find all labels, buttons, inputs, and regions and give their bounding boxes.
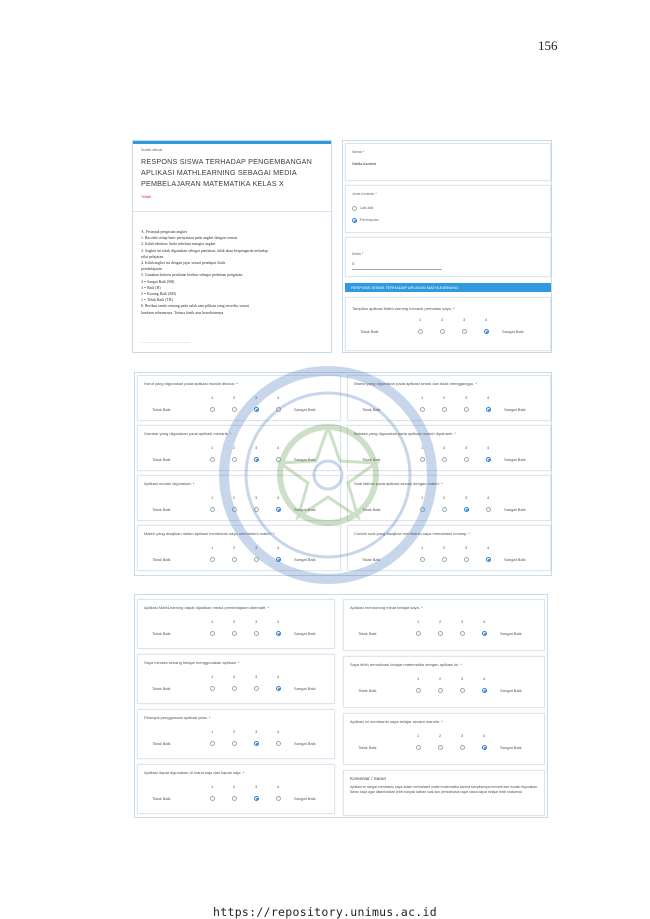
scale-left-label: Tidak Baik xyxy=(152,407,171,412)
rating-radio-1[interactable] xyxy=(210,507,215,512)
question-text: Aplikasi dapat digunakan di mana saja dan kapan saja. * xyxy=(144,770,245,775)
rating-radio-2[interactable] xyxy=(232,741,237,746)
question-card xyxy=(347,475,551,521)
rating-radio-3[interactable] xyxy=(460,688,465,693)
scale-number: 3 xyxy=(465,545,468,550)
footer-url: https://repository.unimus.ac.id xyxy=(213,905,437,919)
kelas-underline xyxy=(352,269,442,270)
scale-number: 2 xyxy=(439,619,442,624)
instructions xyxy=(141,229,321,316)
rating-radio-3[interactable] xyxy=(254,557,259,562)
scale-left-label: Tidak Baik xyxy=(360,329,379,334)
scale-number: 1 xyxy=(211,674,214,679)
instruction-line: 4 = Sangat Baik (SB) xyxy=(141,279,175,284)
scale-number: 1 xyxy=(211,545,214,550)
rating-radio-3[interactable] xyxy=(462,329,467,334)
rating-radio-2[interactable] xyxy=(442,507,447,512)
rating-radio-1[interactable] xyxy=(418,329,423,334)
rating-radio-4[interactable] xyxy=(484,329,489,334)
questions-screenshot-1 xyxy=(134,372,552,576)
form-small-label: Sudah dibuat xyxy=(141,148,163,152)
instruction-line: 1. Bacalah setiap butir pernyataan pada angket dengan cermat xyxy=(141,236,238,241)
scale-number: 4 xyxy=(483,619,486,624)
scale-number: 2 xyxy=(443,545,446,550)
scale-right-label: Sangat Baik xyxy=(500,745,522,750)
nama-card xyxy=(345,143,551,181)
scale-number: 1 xyxy=(211,784,214,789)
scale-number: 3 xyxy=(255,729,258,734)
question-card xyxy=(347,525,551,571)
scale-left-label: Tidak Baik xyxy=(362,407,381,412)
rating-radio-4[interactable] xyxy=(276,631,281,636)
scale-number: 3 xyxy=(461,619,464,624)
rating-radio-4[interactable] xyxy=(276,741,281,746)
rating-radio-3[interactable] xyxy=(460,745,465,750)
rating-radio-4[interactable] xyxy=(276,557,281,562)
question-card xyxy=(137,709,335,759)
scale-number: 4 xyxy=(277,545,280,550)
scale-number: 4 xyxy=(277,674,280,679)
scale-number: 4 xyxy=(487,395,490,400)
scale-number: 2 xyxy=(441,317,444,322)
scale-number: 3 xyxy=(463,317,466,322)
instruction-line: 2. Isilah identitas Anda sebelum mengisi angket xyxy=(141,242,216,247)
question-card xyxy=(347,375,551,421)
scale-number: 1 xyxy=(211,395,214,400)
scale-left-label: Tidak Baik xyxy=(358,688,377,693)
questions-screenshot-2 xyxy=(134,594,548,818)
question-card xyxy=(343,656,545,708)
scale-right-label: Sangat Baik xyxy=(502,329,524,334)
rating-radio-4[interactable] xyxy=(482,688,487,693)
scale-number: 1 xyxy=(417,619,420,624)
scale-number: 2 xyxy=(233,619,236,624)
scale-right-label: Sangat Baik xyxy=(504,457,526,462)
rating-radio-1[interactable] xyxy=(420,457,425,462)
rating-radio-1[interactable] xyxy=(416,688,421,693)
question-text: Soal latihan pada aplikasi sesuai dengan materi. * xyxy=(354,481,443,486)
scale-left-label: Tidak Baik xyxy=(152,631,171,636)
scale-number: 1 xyxy=(421,395,424,400)
scale-left-label: Tidak Baik xyxy=(362,557,381,562)
jenis-kelamin-card xyxy=(345,185,551,233)
scale-number: 3 xyxy=(255,674,258,679)
scale-right-label: Sangat Baik xyxy=(504,507,526,512)
scale-number: 4 xyxy=(483,733,486,738)
scale-right-label: Sangat Baik xyxy=(294,686,316,691)
rating-radio-2[interactable] xyxy=(438,631,443,636)
scale-right-label: Sangat Baik xyxy=(500,688,522,693)
instruction-line: 6. Berikan tanda centang pada salah satu pilihan yang tersedia, sesuai xyxy=(141,304,250,309)
rating-radio-4[interactable] xyxy=(486,407,491,412)
rating-radio-4[interactable] xyxy=(276,457,281,462)
scale-number: 2 xyxy=(233,729,236,734)
scale-right-label: Sangat Baik xyxy=(294,557,316,562)
rating-radio-1[interactable] xyxy=(416,745,421,750)
question-text: Bahasa yang digunakan pada aplikasi mudah dipahami. * xyxy=(354,431,456,436)
scale-number: 3 xyxy=(255,784,258,789)
rating-radio-2[interactable] xyxy=(438,745,443,750)
scale-left-label: Tidak Baik xyxy=(152,741,171,746)
header-divider xyxy=(133,211,333,212)
rating-radio-4[interactable] xyxy=(276,796,281,801)
scale-number: 1 xyxy=(421,445,424,450)
scale-number: 2 xyxy=(443,445,446,450)
scale-number: 4 xyxy=(487,495,490,500)
question-card xyxy=(343,599,545,651)
scale-right-label: Sangat Baik xyxy=(504,557,526,562)
rating-radio-3[interactable] xyxy=(464,507,469,512)
form-header-bar xyxy=(133,141,331,144)
scale-number: 1 xyxy=(417,676,420,681)
question-text: Saya lebih termotivasi belajar matematika dengan aplikasi ini. * xyxy=(350,662,462,667)
question-card xyxy=(347,425,551,471)
rating-radio-4[interactable] xyxy=(486,457,491,462)
scale-right-label: Sangat Baik xyxy=(294,741,316,746)
question-card xyxy=(137,375,341,421)
kelas-card xyxy=(345,237,551,277)
rating-radio-1[interactable] xyxy=(210,631,215,636)
scale-number: 3 xyxy=(255,619,258,624)
question-text: Materi yang disajikan dalam aplikasi membantu saya memahami materi. * xyxy=(144,531,275,536)
scale-number: 4 xyxy=(277,784,280,789)
scale-number: 4 xyxy=(277,395,280,400)
scale-number: 2 xyxy=(233,784,236,789)
rating-radio-2[interactable] xyxy=(438,688,443,693)
rating-radio-4[interactable] xyxy=(482,745,487,750)
rating-radio-1[interactable] xyxy=(210,557,215,562)
scale-number: 1 xyxy=(211,619,214,624)
jk-label: Jenis Kelamin * xyxy=(352,192,377,196)
rating-radio-1[interactable] xyxy=(420,507,425,512)
question-text: Aplikasi MathLearning dapat dijadikan media pembelajaran alternatif. * xyxy=(144,605,269,610)
scale-left-label: Tidak Baik xyxy=(358,631,377,636)
rating-radio-1[interactable] xyxy=(210,457,215,462)
comment-text[interactable]: Aplikasi ini sangat membantu saya dalam memahami materi matematika karena tampilannya menarik dan mudah digunakan. Saran saya agar ditambahkan lebih banyak latihan soal dan pembahasan agar siswa dapat belajar lebih maksimal. xyxy=(350,785,538,794)
question-card xyxy=(137,599,335,649)
rating-radio-4[interactable] xyxy=(276,407,281,412)
scale-number: 3 xyxy=(465,445,468,450)
scale-left-label: Tidak Baik xyxy=(358,745,377,750)
scale-number: 4 xyxy=(483,676,486,681)
scale-number: 2 xyxy=(233,674,236,679)
rating-radio-4[interactable] xyxy=(276,507,281,512)
jk-option-1: Perempuan xyxy=(360,218,379,222)
jk-radio-0[interactable] xyxy=(352,206,357,211)
rating-radio-4[interactable] xyxy=(486,507,491,512)
scale-number: 3 xyxy=(255,395,258,400)
rating-radio-3[interactable] xyxy=(254,686,259,691)
scale-number: 4 xyxy=(277,495,280,500)
scale-number: 4 xyxy=(277,445,280,450)
scale-right-label: Sangat Baik xyxy=(294,457,316,462)
instruction-line: pembelajaran xyxy=(141,267,162,272)
rating-radio-1[interactable] xyxy=(420,407,425,412)
rating-radio-2[interactable] xyxy=(232,457,237,462)
rating-radio-1[interactable] xyxy=(420,557,425,562)
scale-number: 3 xyxy=(461,676,464,681)
scale-number: 4 xyxy=(277,729,280,734)
instruction-line: A. Petunjuk pengisian angket xyxy=(141,230,187,234)
scale-number: 1 xyxy=(211,729,214,734)
scale-left-label: Tidak Baik xyxy=(152,507,171,512)
scale-number: 2 xyxy=(443,495,446,500)
rating-radio-3[interactable] xyxy=(254,631,259,636)
question-card xyxy=(137,475,341,521)
scale-number: 2 xyxy=(439,733,442,738)
scale-right-label: Sangat Baik xyxy=(294,796,316,801)
scale-number: 2 xyxy=(233,395,236,400)
scale-number: 1 xyxy=(421,545,424,550)
scale-number: 4 xyxy=(277,619,280,624)
scale-left-label: Tidak Baik xyxy=(152,686,171,691)
jk-option-0: Laki-laki xyxy=(360,206,374,210)
rating-radio-2[interactable] xyxy=(232,507,237,512)
scale-left-label: Tidak Baik xyxy=(362,457,381,462)
identity-screenshot xyxy=(342,140,552,353)
rating-radio-3[interactable] xyxy=(254,741,259,746)
scale-number: 2 xyxy=(439,676,442,681)
scale-number: 2 xyxy=(443,395,446,400)
scale-number: 2 xyxy=(233,545,236,550)
scale-left-label: Tidak Baik xyxy=(152,796,171,801)
scale-left-label: Tidak Baik xyxy=(362,507,381,512)
scale-number: 1 xyxy=(421,495,424,500)
rating-radio-2[interactable] xyxy=(232,407,237,412)
scale-number: 3 xyxy=(255,545,258,550)
scale-number: 4 xyxy=(487,545,490,550)
instruction-line: 4. Isilah angket ini dengan jujur sesuai pendapat Anda xyxy=(141,261,226,266)
rating-radio-1[interactable] xyxy=(210,686,215,691)
form-title: RESPONS SISWA TERHADAP PENGEMBANGAN APLIKASI MATHLEARNING SEBAGAI MEDIA PEMBELAJARAN MATEMATIKA KELAS X xyxy=(141,157,313,188)
scale-number: 1 xyxy=(417,733,420,738)
rating-radio-3[interactable] xyxy=(464,407,469,412)
rating-radio-3[interactable] xyxy=(464,457,469,462)
scale-number: 1 xyxy=(211,445,214,450)
question-card xyxy=(137,525,341,571)
kelas-label: Kelas * xyxy=(352,252,364,256)
question-card xyxy=(343,713,545,765)
scale-number: 3 xyxy=(465,395,468,400)
scale-left-label: Tidak Baik xyxy=(152,457,171,462)
rating-radio-4[interactable] xyxy=(276,686,281,691)
section-title: RESPONS SISWA TERHADAP APLIKASI MATHLEARNING xyxy=(345,283,551,292)
question-text: Aplikasi mudah digunakan. * xyxy=(144,481,195,486)
scale-right-label: Sangat Baik xyxy=(294,507,316,512)
jk-radio-1[interactable] xyxy=(352,218,357,223)
question-text: Huruf yang digunakan pada aplikasi mudah dibaca. * xyxy=(144,381,238,386)
scale-number: 3 xyxy=(465,495,468,500)
scale-right-label: Sangat Baik xyxy=(504,407,526,412)
question-text: Gambar yang digunakan pada aplikasi menarik. * xyxy=(144,431,232,436)
rating-radio-4[interactable] xyxy=(482,631,487,636)
instruction-line: 2 = Kurang Baik (KB) xyxy=(141,292,177,297)
question-text: Aplikasi mendorong minat belajar saya. * xyxy=(350,605,423,610)
nama-field[interactable]: Nabila Azzahra xyxy=(352,162,377,166)
kelas-field[interactable]: X xyxy=(352,262,355,266)
scale-number: 1 xyxy=(211,495,214,500)
instruction-line: nilai pelajaran. xyxy=(141,254,165,259)
first-question-card xyxy=(345,297,551,351)
rating-radio-3[interactable] xyxy=(254,796,259,801)
question-card xyxy=(137,764,335,814)
instruction-line: keadaan sebenarnya. Terima kasih atas kesediaannya. xyxy=(141,310,225,315)
scale-number: 3 xyxy=(255,445,258,450)
question-text: Aplikasi ini membantu saya belajar secara mandiri. * xyxy=(350,719,443,724)
question-card xyxy=(137,425,341,471)
rating-radio-3[interactable] xyxy=(464,557,469,562)
scale-left-label: Tidak Baik xyxy=(152,557,171,562)
scale-right-label: Sangat Baik xyxy=(294,631,316,636)
question-text: Petunjuk penggunaan aplikasi jelas. * xyxy=(144,715,211,720)
comment-card xyxy=(343,770,545,816)
question-text: Saya merasa senang belajar menggunakan aplikasi. * xyxy=(144,660,240,665)
instruction-line: 3. Angket ini tidak digunakan sebagai penilaian, tidak akan berpengaruh terhadap xyxy=(141,248,268,253)
rating-radio-2[interactable] xyxy=(442,407,447,412)
rating-radio-3[interactable] xyxy=(460,631,465,636)
rating-radio-4[interactable] xyxy=(486,557,491,562)
scale-right-label: Sangat Baik xyxy=(294,407,316,412)
instruction-line: 1 = Tidak Baik (TB) xyxy=(141,298,173,303)
rating-radio-3[interactable] xyxy=(254,407,259,412)
rating-radio-2[interactable] xyxy=(232,631,237,636)
rating-radio-2[interactable] xyxy=(232,796,237,801)
nama-label: Nama * xyxy=(352,150,364,154)
scale-right-label: Sangat Baik xyxy=(500,631,522,636)
instructions-footer-line: ................................................. xyxy=(141,340,190,344)
comment-title: Komentar / Saran xyxy=(350,776,387,781)
scale-number: 4 xyxy=(487,445,490,450)
scale-number: 3 xyxy=(461,733,464,738)
rating-radio-2[interactable] xyxy=(442,457,447,462)
scale-number: 4 xyxy=(485,317,488,322)
question-text: Warna yang digunakan pada aplikasi serasi dan tidak mengganggu. * xyxy=(354,381,477,386)
scale-number: 2 xyxy=(233,445,236,450)
question-card xyxy=(137,654,335,704)
rating-radio-1[interactable] xyxy=(210,407,215,412)
rating-radio-2[interactable] xyxy=(442,557,447,562)
rating-radio-2[interactable] xyxy=(232,686,237,691)
scale-number: 2 xyxy=(233,495,236,500)
rating-radio-2[interactable] xyxy=(440,329,445,334)
rating-radio-1[interactable] xyxy=(210,741,215,746)
rating-radio-2[interactable] xyxy=(232,557,237,562)
page-number: 156 xyxy=(538,38,558,53)
instruction-line: 3 = Baik (B) xyxy=(141,285,161,290)
rating-radio-3[interactable] xyxy=(254,507,259,512)
rating-radio-1[interactable] xyxy=(416,631,421,636)
question-text: Contoh soal yang disajikan membantu saya memahami konsep. * xyxy=(354,531,471,536)
rating-radio-3[interactable] xyxy=(254,457,259,462)
rating-radio-1[interactable] xyxy=(210,796,215,801)
form-header-screenshot xyxy=(132,140,332,353)
first-question-text: Tampilan aplikasi MathLearning menarik perhatian saya. * xyxy=(352,306,455,311)
required-note: *Wajib xyxy=(141,195,152,199)
scale-number: 3 xyxy=(255,495,258,500)
instruction-line: 5. Gunakan kriteria penilaian berikut sebagai pedoman pengisian: xyxy=(141,273,244,278)
scale-number: 1 xyxy=(419,317,422,322)
